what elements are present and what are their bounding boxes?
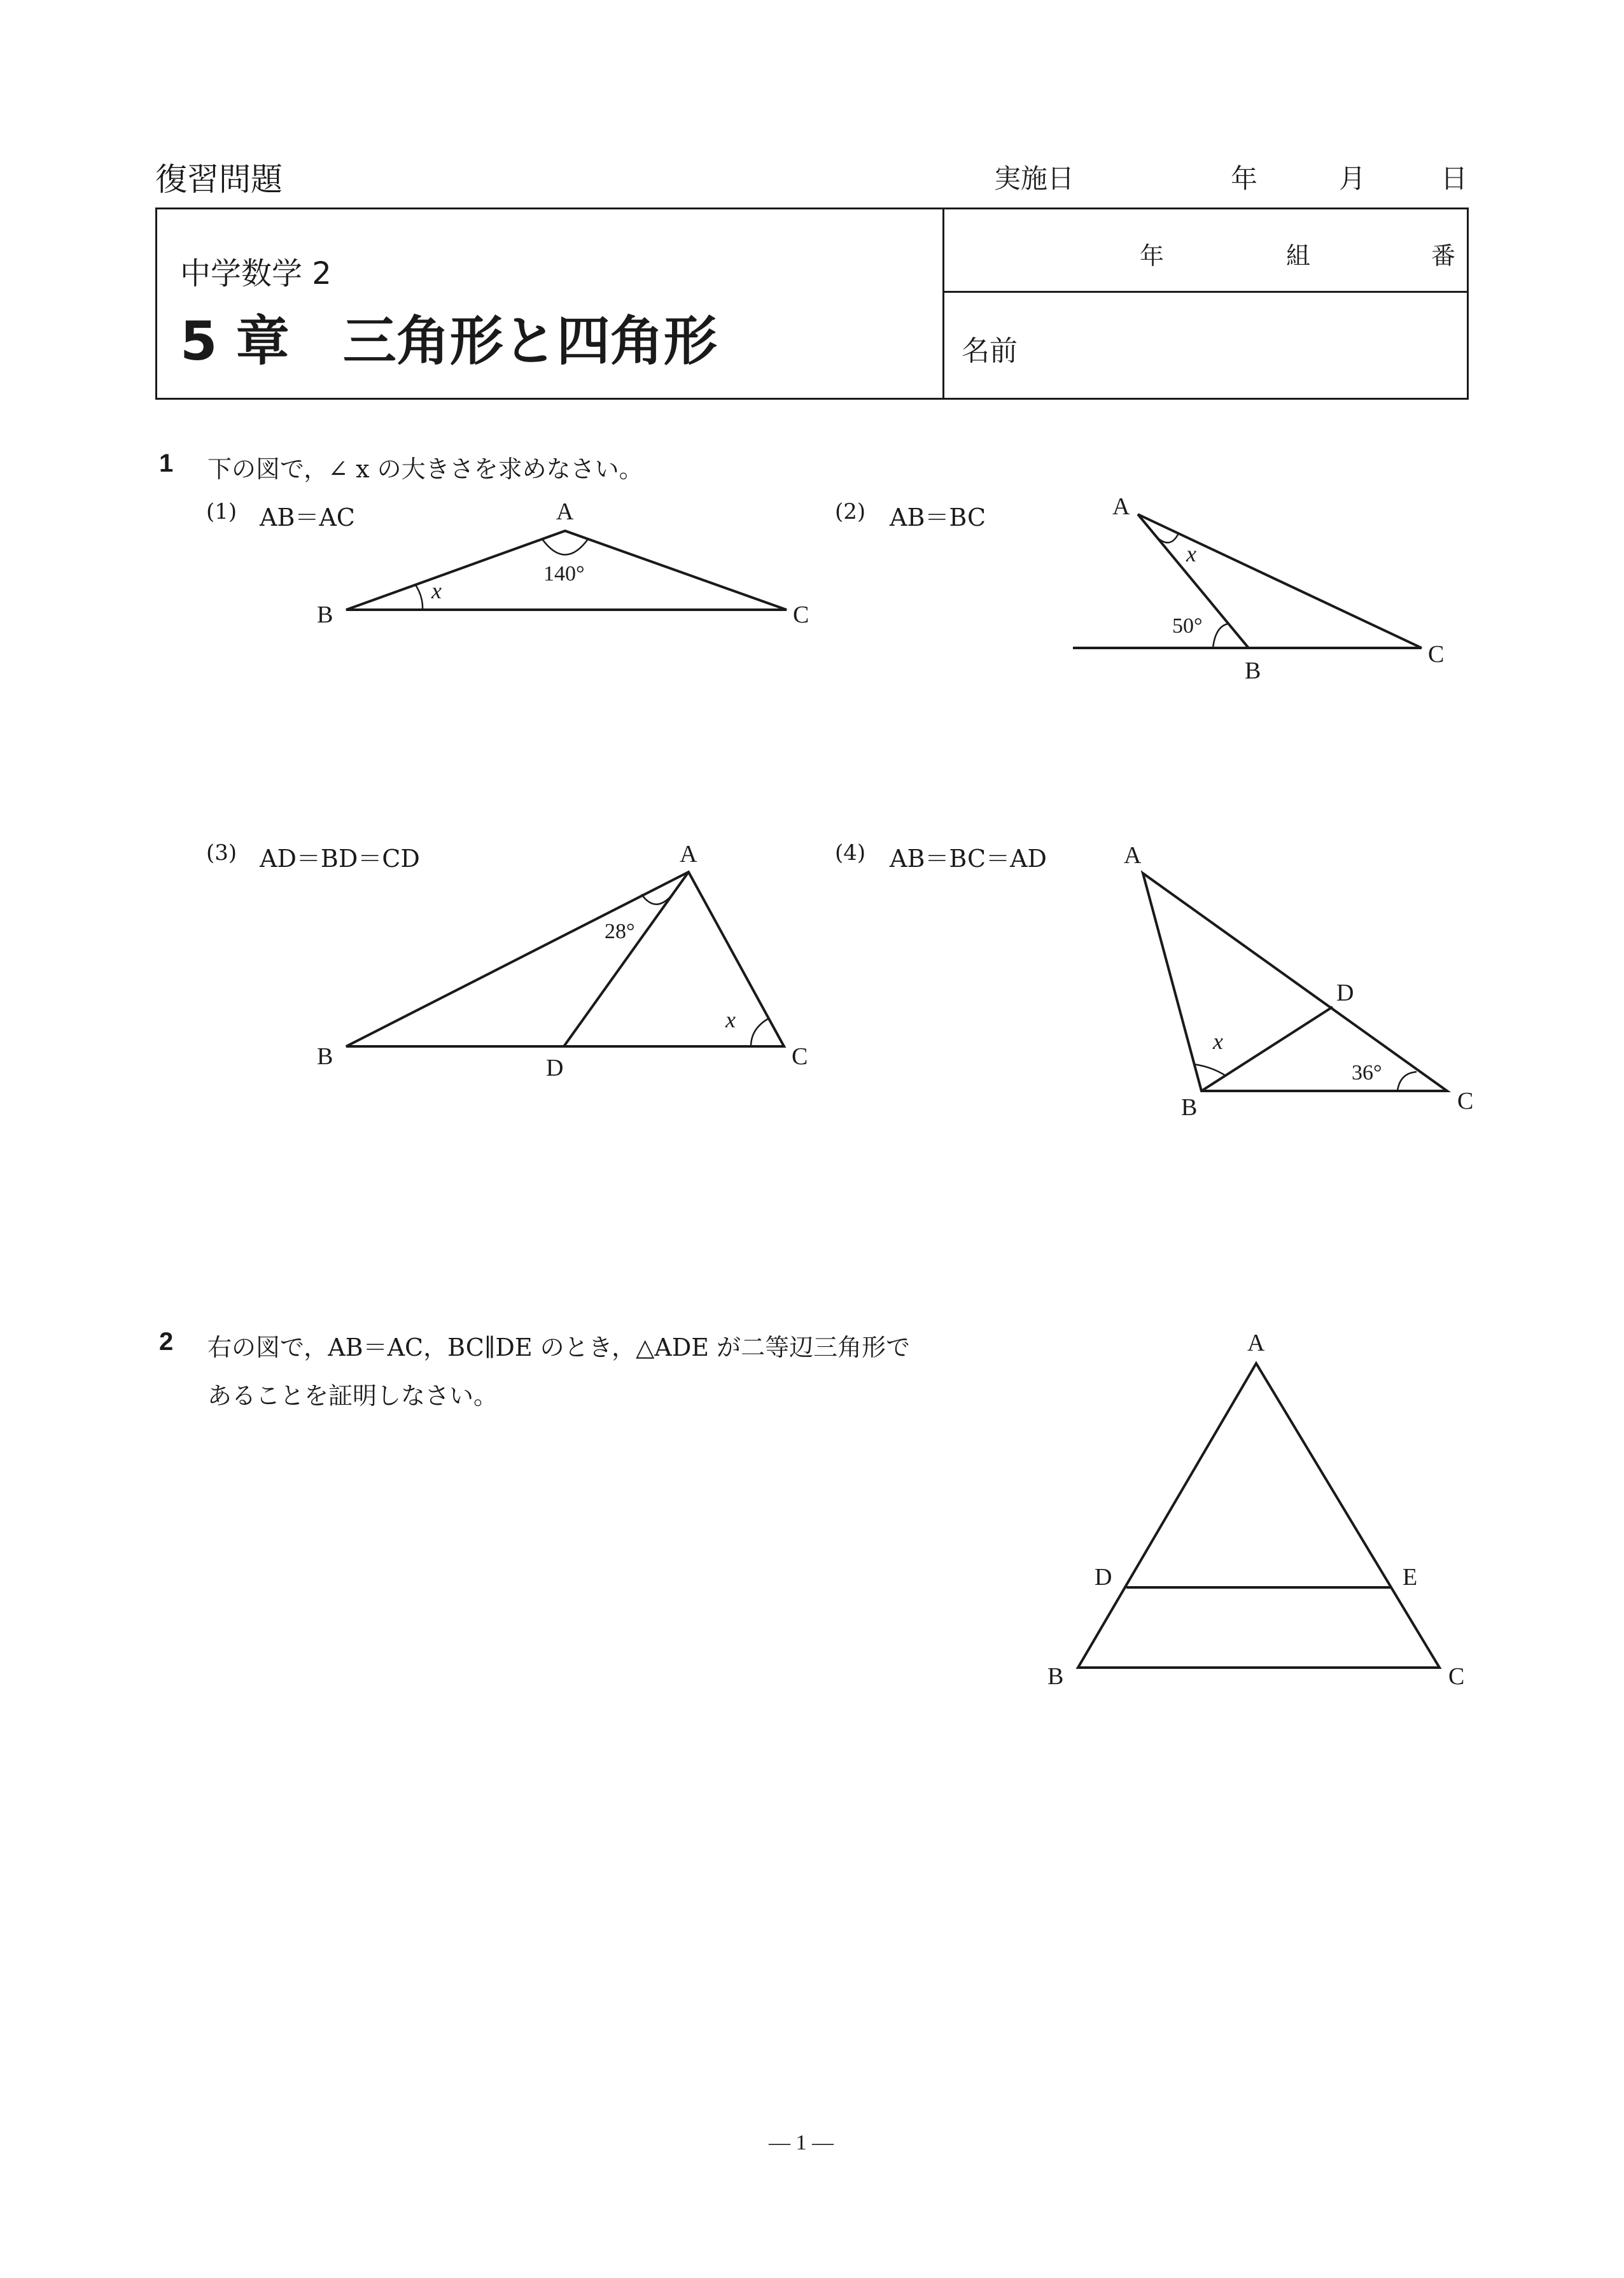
fig3-triangle	[346, 872, 784, 1046]
fig2-arc-B	[1213, 624, 1228, 648]
fig1-point-B: B	[317, 601, 333, 628]
fig2-unknown-x: x	[1186, 541, 1196, 566]
q2-line2: あることを証明しなさい。	[207, 1382, 498, 1410]
fig4-unknown-x: x	[1213, 1029, 1223, 1054]
q1-part4-label: (4)	[835, 840, 866, 866]
fig4-point-B: B	[1181, 1094, 1198, 1121]
worksheet-label: 復習問題	[155, 161, 283, 198]
fig4-angle-label: 36°	[1352, 1061, 1382, 1085]
fig4-arc-C	[1397, 1072, 1417, 1091]
fig3-unknown-x: x	[725, 1007, 736, 1032]
fig1-point-A: A	[556, 498, 574, 525]
q2-point-E: E	[1403, 1564, 1418, 1591]
date-label: 実施日	[994, 163, 1075, 194]
fig1-point-C: C	[793, 601, 809, 628]
fig4-triangle	[1143, 873, 1447, 1091]
name-label: 名前	[962, 335, 1018, 367]
q2-line1: 右の図で，AB＝AC，BC∥DE のとき，△ADE が二等辺三角形で	[207, 1333, 911, 1361]
q2-point-C: C	[1448, 1663, 1465, 1690]
page-number: — 1 —	[769, 2131, 834, 2155]
q1-part3-condition: AD＝BD＝CD	[260, 845, 420, 873]
fig1-arc-B	[416, 585, 423, 610]
figure-2	[1073, 493, 1444, 684]
fig4-point-A: A	[1124, 842, 1142, 869]
chapter-title: 5 章 三角形と四角形	[180, 310, 717, 372]
fig2-point-A: A	[1112, 493, 1130, 520]
q1-part1-condition: AB＝AC	[260, 503, 355, 531]
fig1-unknown-x: x	[431, 578, 442, 603]
fig3-point-C: C	[792, 1043, 808, 1070]
fig2-point-C: C	[1428, 641, 1445, 668]
class-unit: 組	[1286, 242, 1311, 270]
q2-point-A: A	[1247, 1330, 1265, 1356]
fig3-angle-label: 28°	[605, 920, 635, 943]
fig3-point-D: D	[546, 1055, 564, 1081]
q1-part4-condition: AB＝BC＝AD	[890, 845, 1047, 873]
q1-part2-label: (2)	[835, 499, 866, 524]
month-unit: 月	[1339, 163, 1366, 194]
q2-point-B: B	[1047, 1663, 1064, 1690]
fig3-point-A: A	[680, 841, 697, 868]
year-unit: 年	[1231, 163, 1258, 194]
fig2-arc-A	[1154, 533, 1179, 543]
fig3-point-B: B	[317, 1043, 333, 1070]
fig4-point-C: C	[1457, 1088, 1474, 1114]
day-unit: 日	[1441, 163, 1468, 194]
figure-4	[1124, 842, 1473, 1121]
q1-part3-label: (3)	[206, 840, 237, 866]
q1-part2-condition: AB＝BC	[890, 503, 986, 531]
q2-triangle	[1078, 1363, 1439, 1668]
subject-label: 中学数学 2	[180, 256, 332, 292]
q1-part1-label: (1)	[206, 499, 237, 524]
q2-point-D: D	[1095, 1564, 1112, 1591]
q1-prompt: 下の図で，∠ x の大きさを求めなさい。	[207, 455, 643, 483]
figure-1	[317, 498, 809, 628]
grade-unit: 年	[1140, 242, 1165, 270]
number-unit: 番	[1431, 242, 1456, 270]
fig4-point-D: D	[1336, 980, 1354, 1006]
q1-number: 1	[159, 449, 174, 477]
fig4-arc-B	[1194, 1064, 1226, 1076]
fig2-angle-label: 50°	[1172, 614, 1203, 638]
fig2-point-B: B	[1245, 657, 1261, 684]
fig1-arc-A	[542, 539, 588, 555]
figure-3	[317, 841, 808, 1081]
fig1-angle-label: 140°	[543, 562, 585, 586]
fig3-arc-C	[751, 1018, 769, 1046]
figure-q2	[1047, 1330, 1464, 1690]
q2-number: 2	[159, 1328, 174, 1356]
